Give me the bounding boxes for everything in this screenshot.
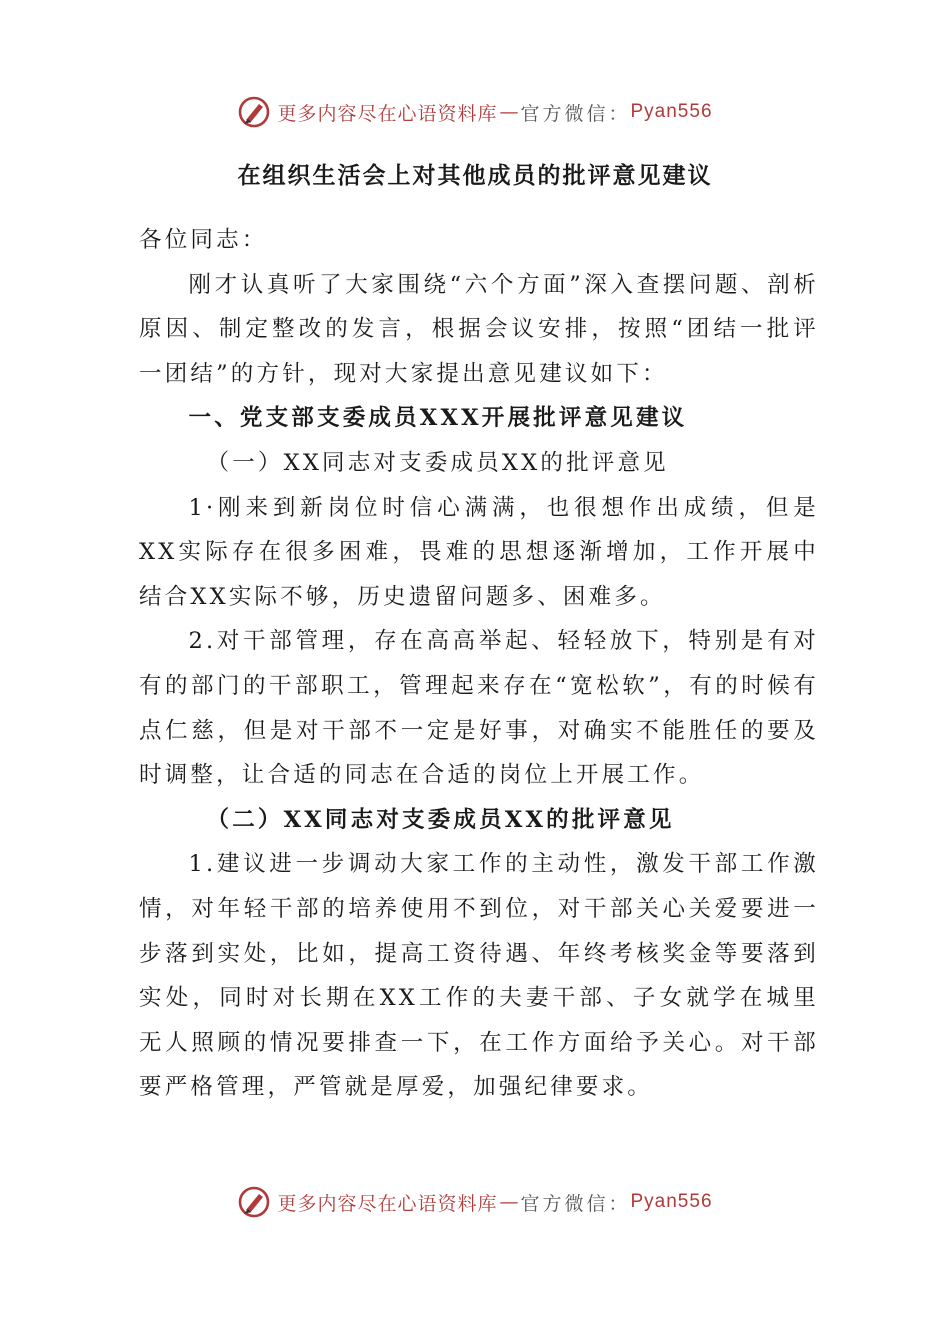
separator-dash: — bbox=[499, 1191, 519, 1213]
brand-text: 更多内容尽在心语资料库 bbox=[277, 1192, 498, 1215]
separator-dash: — bbox=[499, 101, 519, 123]
document-title: 在组织生活会上对其他成员的批评意见建议 bbox=[237, 162, 713, 189]
subsection-heading-2: （二）XX同志对支委成员XX的批评意见 bbox=[206, 806, 675, 833]
paragraph-item-1: 1·刚来到新岗位时信心满满，也很想作出成绩，但是XX实际存在很多困难，畏难的思想逐渐增加，工作开展中结合XX实际不够，历史遗留问题多、困难多。 bbox=[139, 494, 819, 610]
salutation: 各位同志： bbox=[139, 227, 268, 253]
logo-icon bbox=[237, 1185, 271, 1219]
paragraph-item-2: 2.对干部管理，存在高高举起、轻轻放下，特别是有对有的部门的干部职工，管理起来存在“宽松软”，有的时候有点仁慈，但是对干部不一定是好事，对确实不能胜任的要及时调整，让合适的同志在合适的岗位上开展工作。 bbox=[139, 628, 819, 789]
wechat-id: Pyan556 bbox=[630, 101, 713, 122]
logo-icon bbox=[237, 95, 271, 129]
footer-watermark bbox=[0, 1182, 950, 1222]
wechat-label: 官方微信： bbox=[520, 102, 631, 125]
paragraph-item-3: 1.建议进一步调动大家工作的主动性，激发干部工作激情，对年轻干部的培养使用不到位，对干部关心关爱要进一步落到实处，比如，提高工资待遇、年终考核奖金等要落到实处，同时对长期在XX工作的夫妻干部、子女就学在城里无人照顾的情况要排查一下，在工作方面给予关心。对干部要严格管理，严管就是厚爱，加强纪律要求。 bbox=[139, 851, 819, 1101]
document-body bbox=[139, 218, 819, 1110]
wechat-label: 官方微信： bbox=[520, 1192, 631, 1215]
section-heading: 一、党支部支委成员XXX开展批评意见建议 bbox=[188, 405, 688, 432]
wechat-id: Pyan556 bbox=[630, 1191, 713, 1212]
header-watermark bbox=[0, 92, 950, 132]
subsection-heading-1: （一）XX同志对支委成员XX的批评意见 bbox=[206, 449, 669, 476]
brand-text: 更多内容尽在心语资料库 bbox=[277, 102, 498, 125]
intro-paragraph: 刚才认真听了大家围绕“六个方面”深入查摆问题、剖析原因、制定整改的发言，根据会议安排，按照“团结一批评一团结”的方针，现对大家提出意见建议如下： bbox=[139, 271, 819, 387]
